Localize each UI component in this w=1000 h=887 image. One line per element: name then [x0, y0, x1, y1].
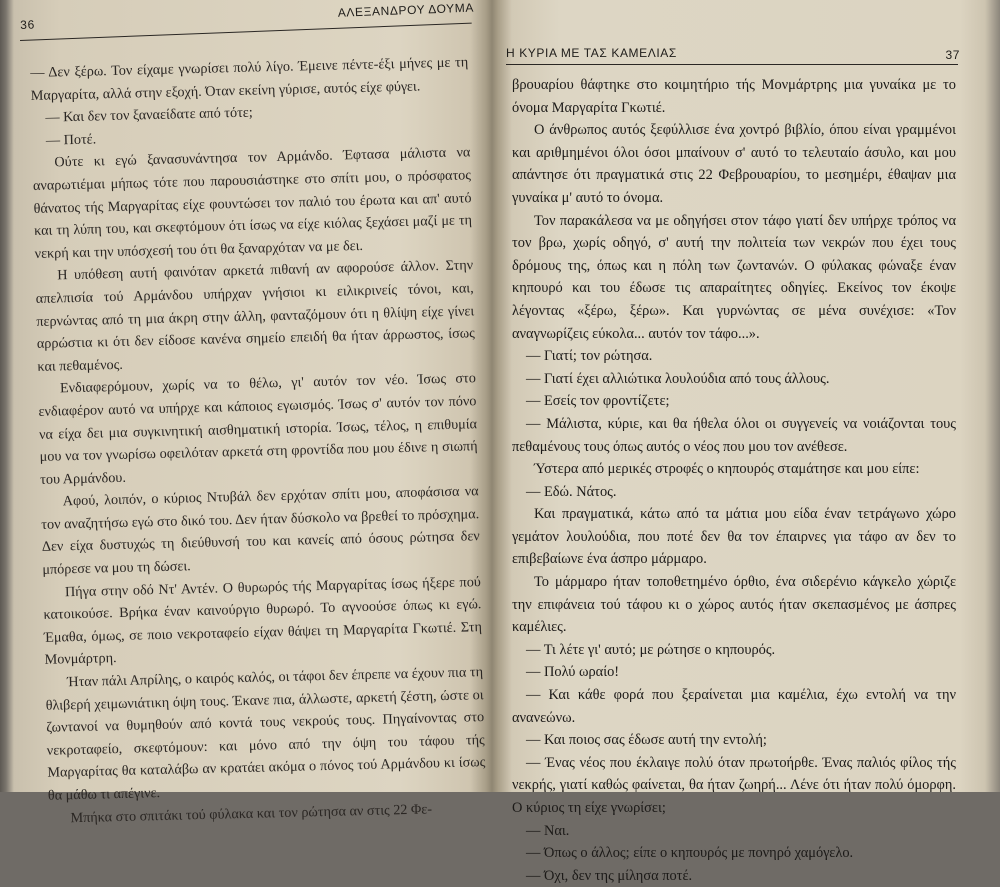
paragraph: Μπήκα στο σπιτάκι τού φύλακα και τον ρώτησα αν στις 22 Φε-: [70, 800, 433, 826]
paragraph: Η υπόθεση αυτή φαινόταν αρκετά πιθανή αν αφορούσε άλλον. Στην απελπισία τού Αρμάνδου υπήρχαν γνήσιοι κι ειλικρινείς τόνοι, και, περνώντας από τη μια άκρη στην άλλη, φανταζόμουν ότι η θλίψη είχε γίνει αρρώστια κι ότι δεν είδοσε κανένα σημείο επειδή θα ήταν άρρωστος, ίσως και πεθαμένος.: [35, 257, 475, 375]
paragraph: — Εσείς τον φροντίζετε;: [526, 393, 670, 410]
right-header-rule: [506, 64, 958, 65]
paragraph: Πήγα στην οδό Ντ' Αντέν. Ο θυρωρός τής Μαργαρίτας ίσως ήξερε πού κατοικούσε. Βρήκα έναν καινούργιο θυρωρό. Το αγνοούσε όπως κι εγώ. Έμαθα, όμως, σε ποιο νεκροταφείο είχαν θάψει τη Μαργαρίτα Γκωτιέ. Στη Μονμάρτρη.: [43, 573, 483, 669]
paragraph: — Γιατί; τον ρώτησα.: [526, 348, 653, 365]
paragraph: Ούτε κι εγώ ξανασυνάντησα τον Αρμάνδο. Έφτασα μάλιστα να αναρωτιέμαι μήπως τότε που παρουσιάστηκε στο σπίτι μου, ο πρόσφατος θάνατος τής Μαργαρίτας είχε φουντώσει τον παλιό του έρωτα και απ' αυτό και τη λύπη του, και σκεφτόμουν ότι ίσως να είχε κιόλας ξεχάσει μαζί με τη νεκρή και την υπόσχεσή του ότι θα ξαναρχόταν να με δει.: [32, 144, 473, 262]
paragraph: Ο άνθρωπος αυτός ξεφύλλισε ένα χοντρό βιβλίο, όπου είναι γραμμένοι και αριθμημένοι όλοι όσοι μπαίνουν σ' αυτό το τελευταίο άσυλο, και μου απάντησε ότι πραγματικά στις 22 Φεβρουαρίου, το μεσημέρι, έθαψαν μια γυναίκα μ' αυτό το όνομα.: [512, 122, 956, 206]
paragraph: — Τι λέτε γι' αυτό; με ρώτησε ο κηπουρός.: [526, 641, 776, 658]
paragraph: — Εδώ. Νάτος.: [526, 483, 617, 500]
paragraph: — Ποτέ.: [45, 131, 97, 149]
paragraph: Το μάρμαρο ήταν τοποθετημένο όρθιο, ένα σιδερένιο κάγκελο χώριζε την επιφάνεια τού τάφου κι ο χώρος αυτός ήταν σκεπασμένος με άσπρες καμέλιες.: [512, 574, 956, 636]
paragraph: — Πολύ ωραίο!: [526, 664, 620, 681]
paragraph: βρουαρίου θάφτηκε στο κοιμητήριο τής Μονμάρτρης μια γυναίκα με το όνομα Μαργαρίτα Γκωτιέ.: [512, 77, 956, 116]
left-page: [14, 0, 486, 826]
left-page-number: 36: [20, 17, 36, 32]
paragraph: — Μάλιστα, κύριε, και θα ήθελα όλοι οι συγγενείς να νοιάζονται τους πεθαμένους τους όπως αυτός ο νέος που μου τον ανέθεσε.: [512, 415, 956, 455]
paragraph: Ενδιαφερόμουν, χωρίς να το θέλω, γι' αυτόν τον νέο. Ίσως στο ενδιαφέρον αυτό να υπήρχε και κάποιος εγωισμός. Ίσως σ' αυτόν τον πόνο να είχα δει μια συγκινητική αισθηματική ιστορία. Ίσως, τέλος, η επιθυμία μου να τον γνωρίσω οφειλόταν αρκετά στη φροντίδα που μου έδινε η σιωπή του Αρμάνδου.: [38, 370, 478, 488]
paragraph: — Και ποιος σας έδωσε αυτή την εντολή;: [526, 732, 767, 749]
right-page-text: [512, 74, 956, 887]
paragraph: — Και κάθε φορά που ξεραίνεται μια καμέλια, έχω εντολή να την ανανεώνω.: [512, 687, 956, 726]
right-page: [498, 0, 978, 884]
paragraph: — Γιατί έχει αλλιώτικα λουλούδια από τους άλλους.: [526, 370, 830, 387]
paragraph: Τον παρακάλεσα να με οδηγήσει στον τάφο γιατί δεν υπήρχε τρόπος να τον βρω, χωρίς οδηγό, σ' αυτή την πολιτεία των νεκρών που έχει τους δρόμους της, όπως και η πόλη των ζωντανών. Ο φύλακας φώναξε έναν κηπουρό και του έδωσε τις απαραίτητες οδηγίες. Εκείνος τον έκοψε λέγοντας «ξέρω, ξέρω». Και γυρνώντας σε μένα συνέχισε: «Τον αναγνωρίζεις εύκολα... αυτόν τον τάφο...».: [512, 212, 956, 342]
right-header-title: Η ΚΥΡΙΑ ΜΕ ΤΑΣ ΚΑΜΕΛΙΑΣ: [506, 46, 677, 60]
paragraph: — Όπως ο άλλος; είπε ο κηπουρός με πονηρό χαμόγελο.: [526, 845, 854, 862]
paragraph: — Και δεν τον ξαναείδατε από τότε;: [45, 104, 253, 126]
left-running-header: [20, 1, 475, 40]
left-page-text: [30, 51, 487, 830]
paragraph: Και πραγματικά, κάτω από τα μάτια μου είδα έναν τετράγωνο χώρο γεμάτον λουλούδια, που ποτέ δεν θα τον έπαιρνες για τάφο αν δεν το επιβεβαίωνε ένα άσπρο μάρμαρο.: [512, 506, 956, 568]
right-page-number: 37: [945, 48, 960, 62]
paragraph: — Ναι.: [526, 822, 570, 839]
paragraph: — Όχι, δεν της μίλησα ποτέ.: [526, 867, 693, 884]
left-header-title: ΑΛΕΞΑΝΔΡΟΥ ΔΟΥΜΑ: [337, 0, 475, 20]
paragraph: — Ένας νέος που έκλαιγε πολύ όταν πρωτοήρθε. Ένας παλιός φίλος τής νεκρής, γιατί καθώς φαίνεται, θα ήταν ζωηρή... Λένε ότι ήταν πολύ όμορφη. Ο κύριος τη είχε γνωρίσει;: [512, 754, 956, 816]
paragraph: Ύστερα από μερικές στροφές ο κηπουρός σταμάτησε και μου είπε:: [534, 461, 920, 478]
paragraph: — Δεν ξέρω. Τον είχαμε γνωρίσει πολύ λίγο. Έμεινε πέντε-έξι μήνες με τη Μαργαρίτα, αλλά στην εξοχή. Όταν εκείνη γύρισε, αυτός είχε φύγει.: [30, 54, 469, 104]
paragraph: Αφού, λοιπόν, ο κύριος Ντυβάλ δεν ερχόταν σπίτι μου, αποφάσισα να τον αναζητήσω εγώ στο δικό του. Δεν ήταν δύσκολο να βρεθεί το πρόσχημα. Δεν είχα δυστυχώς τη διεύθυνσή του και κανείς από όσους ρώτησα δεν μπόρεσε να μου τη δώσει.: [41, 483, 480, 578]
paragraph: Ήταν πάλι Απρίλης, ο καιρός καλός, οι τάφοι δεν έπρεπε να έχουν πια τη θλιβερή χειμωνιάτικη όψη τους. Έκανε πια, άλλωστε, αρκετή ζέστη, ώστε οι ζωντανοί να θυμηθούν από κοντά τους νεκρούς τους. Πηγαίνοντας στο νεκροταφείο, σκεφτόμουν: και μόνο από την όψη του τάφου τής Μαργαρίτας θα καταλάβω αν κρατάει ακόμα ο πόνος τού Αρμάνδου κι ίσως θα μάθω τι απέγινε.: [45, 664, 486, 804]
